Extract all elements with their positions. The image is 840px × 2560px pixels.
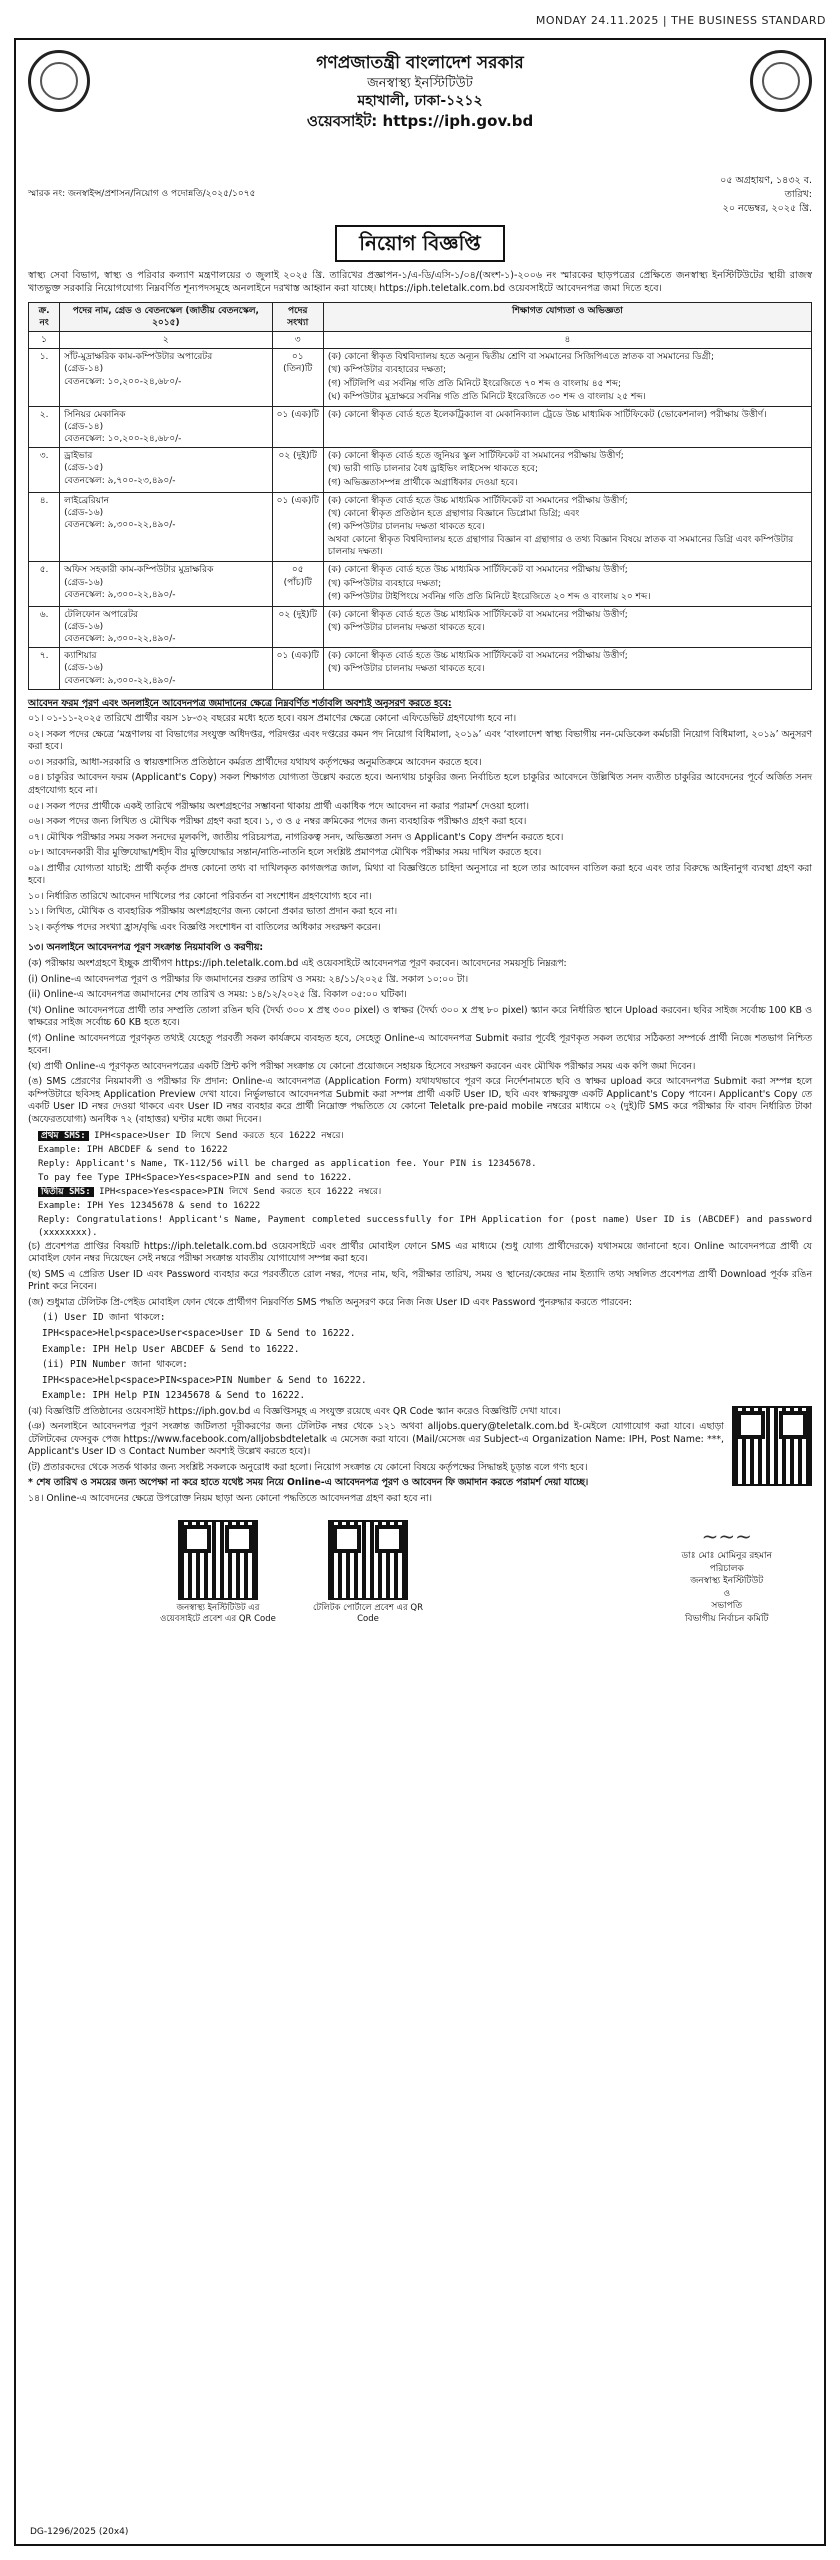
row-number: ৫. [39,565,49,576]
pay-scale: বেতনস্কেল: ৯,৩০০-২২,৪৯০/- [64,520,176,531]
condition-item: ০৩। সরকারি, আধা-সরকারি ও স্বায়ত্তশাসিত প্রতিষ্ঠানে কর্মরত প্রার্থীদের যথাযথ কর্তৃপক্ষের অনুমতিক্রমে আবেদন করতে হবে। [28,756,482,768]
post-count: ০২ (দুই)টি [278,451,317,462]
signatory-role5: বিভাগীয় নির্বাচন কমিটি [684,1613,769,1624]
sms-reply1b: To pay fee Type IPH<Space>Yes<space>PIN and send to 16222. [38,1173,353,1183]
institute-logo-icon [750,50,812,112]
table-row [29,648,812,689]
conditions-heading: আবেদন ফরম পূরণ এবং অনলাইনে আবেদনপত্র জমাদানের ক্ষেত্রে নিম্নবর্ণিত শর্তাবলি অবশ্যই অনুসরণ করতে হবে: [28,697,452,709]
sms-reply2: Reply: Congratulations! Applicant's Name, Payment completed successfully for IPH Application for (post name) User ID is (ABCDEF) and password (xxxxxxxx). [38,1215,812,1238]
table-header-cell: পদের নাম, গ্রেড ও বেতনস্কেল (জাতীয় বেতনস্কেল, ২০১৫) [60,302,272,331]
signature-icon: ~~~ [701,1523,752,1548]
recover-sms-item: (i) User ID জানা থাকলে: [42,1312,166,1324]
sms-first-example: Example: IPH ABCDEF & send to 16222 [38,1144,228,1155]
instruction-item: (চ) প্রবেশপত্র প্রাপ্তির বিষয়টি https://iph.teletalk.com.bd ওয়েবসাইটে এবং প্রার্থীর মোবাইল ফোনে SMS এর মাধ্যমে (শুধু যোগ্য প্রার্থীদেরকে) যথাসময়ে জানানো হবে। Online আবেদনপত্রে প্রার্থী যে মোবাইল ফোন নম্বর দিয়েছেন সেই নম্বরে পরীক্ষা সংক্রান্ত যাবতীয় যোগাযোগ সম্পন্ন করা হবে। [28,1240,812,1265]
row-number: ৪. [39,495,49,506]
table-row [29,606,812,647]
qualification-item: অথবা কোনো স্বীকৃত বিশ্ববিদ্যালয় হতে গ্রন্থাগার বিজ্ঞান বা গ্রন্থাগার ও তথ্য বিজ্ঞান বিষয়ে স্নাতক বা সমমানের ডিগ্রি এবং কম্পিউটার চালনায় দক্ষতা। [327,535,794,558]
condition-item: ০৯। প্রার্থীর যোগ্যতা যাচাই: প্রার্থী কর্তৃক প্রদত্ত কোনো তথ্য বা দাখিলকৃত কাগজপত্র জাল, মিথ্যা বা বিজ্ঞপ্তিতে চাহিদা অনুসারে না হলে তার আবেদন বাতিল করা হবে এবং তার বিরুদ্ধে আইনানুগ ব্যবস্থা গ্রহণ করা হবে। [28,862,812,887]
post-grade: (গ্রেড-১৪) [64,422,104,433]
post-count: ০১ (তিন)টি [283,352,313,375]
condition-item: ০৫। সকল পদের প্রার্থীকে একই তারিখে পরীক্ষায় অংশগ্রহণের সম্ভাবনা থাকায় প্রার্থী একাধিক পদে আবেদন না করার পরামর্শ দেওয়া হলো। [28,800,529,812]
table-row [29,492,812,562]
row-number: ২. [39,409,49,420]
notice-title: নিয়োগ বিজ্ঞপ্তি [335,225,505,262]
condition-item: ০৭। মৌখিক পরীক্ষার সময় সকল সনদের মূলকপি, জাতীয় পরিচয়পত্র, নাগরিকত্ব সনদ, অভিজ্ঞতা সনদ ও Applicant's Copy প্রদর্শন করতে হবে। [28,831,564,843]
memo-row [28,174,812,215]
signatory-role1: পরিচালক [709,1563,744,1574]
memo-date-label: তারিখ: [784,188,812,200]
teletalk-qr-code-icon[interactable] [328,1520,408,1600]
table-index-cell: ২ [60,332,272,349]
qr-row [28,1520,812,1626]
table-index-cell: ৪ [323,332,811,349]
post-name: টেলিফোন অপারেটর [64,609,138,620]
qualification-item: (ক) কোনো স্বীকৃত বোর্ড হতে উচ্চ মাধ্যমিক সার্টিফিকেট বা সমমানের পরীক্ষায় উত্তীর্ণ; [327,651,628,662]
recover-sms-item: IPH<space>Help<space>PIN<space>PIN Number & Send to 16222. [42,1374,367,1386]
condition-item: ১১। লিখিত, মৌখিক ও ব্যবহারিক পরীক্ষায় অংশগ্রহণের জন্য কোনো প্রকার ভাতা প্রদান করা হবে না। [28,906,398,918]
condition-item: ১০। নির্ধারিত তারিখে আবেদন দাখিলের পর কোনো পরিবর্তন বা সংশোধন গ্রহণযোগ্য হবে না। [28,890,372,902]
post-name: সিনিয়র মেকানিক [64,409,126,420]
post-grade: (গ্রেড-১৪) [64,364,104,375]
pay-scale: বেতনস্কেল: ১০,২০০-২৪,৬৮০/- [64,376,182,387]
sms-first-text: IPH<space>User ID লিখে Send করতে হবে 16222 নম্বরে। [94,1130,344,1141]
qr-caption-website: জনস্বাস্থ্য ইনস্টিটিউট এর ওয়েবসাইটে প্রবেশ এর QR Code [160,1602,276,1625]
signatory-name: ডাঃ মোঃ মোমিনুর রহমান [681,1550,772,1561]
post-count: ০৫ (পাঁচ)টি [283,565,312,588]
qualification-item: (গ) কম্পিউটার টাইপিংয়ে সর্বনিম্ন গতি প্রতি মিনিটে ইংরেজিতে ২০ শব্দ ও বাংলায় ২০ শব্দ। [327,591,651,602]
online-rule-item: (খ) Online আবেদনপত্রে প্রার্থী তার সম্প্রতি তোলা রঙিন ছবি (দৈর্ঘ্য ৩০০ x প্রস্থ ৩০০ pixel) ও স্বাক্ষর (দৈর্ঘ্য ৩০০ x প্রস্থ ৮০ pixel) স্ক্যান করে নির্ধারিত স্থানে Upload করবেন। ছবির সাইজ সর্বোচ্চ 100 KB ও স্বাক্ষরের সাইজ সর্বোচ্চ 60 KB হতে হবে। [28,1004,812,1029]
table-header-cell: ক্র. নং [29,302,60,331]
memo-date-en: ২০ নভেম্বর, ২০২৫ খ্রি. [722,202,812,214]
government-emblem-icon [28,50,90,112]
website[interactable]: ওয়েবসাইট: https://iph.gov.bd [306,112,534,131]
table-header-cell: শিক্ষাগত যোগ্যতা ও অভিজ্ঞতা [323,302,811,331]
condition-item: ০৮। আবেদনকারী বীর মুক্তিযোদ্ধা/শহীদ বীর মুক্তিযোদ্ধার সন্তান/নাতি-নাতনি হলে সংশ্লিষ্ট প্রমাণপত্র মৌখিক পরীক্ষার সময় দাখিল করতে হবে। [28,847,542,859]
online-heading: ১৩। অনলাইনে আবেদনপত্র পূরণ সংক্রান্ত নিয়মাবলি ও করণীয়: [28,942,264,954]
qualification-item: (ঘ) কম্পিউটার মুদ্রাক্ষরে সর্বনিম্ন গতি প্রতি মিনিটে ইংরেজিতে ৩০ শব্দ ও বাংলায় ২৫ শব্দ। [327,391,646,402]
post-grade: (গ্রেড-১৫) [64,463,104,474]
post-name: ক্যাশিয়ার [64,651,97,662]
online-rule-item: (ঙ) SMS প্রেরণের নিয়মাবলী ও পরীক্ষার ফি প্রদান: Online-এ আবেদনপত্র (Application Form) যথাযথভাবে পূরণ করে নির্দেশনামতে ছবি ও স্বাক্ষর upload করে আবেদনপত্র Submit করা সম্পন্ন হলে কম্পিউটারে ছবিসহ Application Preview দেখা যাবে। নির্ভুলভাবে আবেদনপত্র Submit করা সম্পন্ন প্রার্থী একটি User ID, ছবি এবং স্বাক্ষরযুক্ত একটি Applicant's Copy পাবেন। Applicant's Copy তে একটি User ID নম্বর দেওয়া থাকবে এবং User ID নম্বর ব্যবহার করে প্রার্থী নিম্নোক্ত পদ্ধতিতে যে কোনো Teletalk pre-paid mobile নম্বরের মাধ্যমে ০২ (দুই)টি SMS করে পরীক্ষার ফি বাবদ নির্ধারিত টাকা (অফেরতযোগ্য) অনধিক ৭২ (বাহাত্তর) ঘণ্টার মধ্যে জমা দিবেন। [28,1076,812,1126]
post-name: সাঁট-মুদ্রাক্ষরিক কাম-কম্পিউটার অপারেটর [64,352,213,363]
sms-second-example: Example: IPH Yes 12345678 & send to 16222 [38,1201,261,1212]
instruction-item: (ছ) SMS এ প্রেরিত User ID এবং Password ব্যবহার করে পরবর্তীতে রোল নম্বর, পদের নাম, ছবি, পরীক্ষার তারিখ, সময় ও স্থানের/কেন্দ্রের নাম ইত্যাদি তথ্য সম্বলিত প্রবেশপত্র প্রার্থী Download পূর্বক রঙিন Print করে নিবেন। [28,1268,812,1293]
post-name: লাইব্রেরিয়ান [64,495,109,506]
post-count: ০১ (এক)টি [276,651,319,662]
pay-scale: বেতনস্কেল: ৯,৭০০-২৩,৪৯০/- [64,475,176,486]
condition-item: ০২। সকল পদের ক্ষেত্রে ‘মন্ত্রণালয় বা বিভাগের সংযুক্ত অধিদপ্তর, পরিদপ্তর এবং দপ্তরের কমন পদ নিয়োগ বিধিমালা, ২০১৯’ এবং ‘বাংলাদেশ স্বাস্থ্য বিভাগীয় নন-মেডিকেল কর্মচারী নিয়োগ বিধিমালা, ২০১৯’ অনুসরণ করা হবে। [28,728,812,753]
online-section [28,942,812,1505]
qualification-item: (ক) কোনো স্বীকৃত বোর্ড হতে উচ্চ মাধ্যমিক সার্টিফিকেট বা সমমানের পরীক্ষায় উত্তীর্ণ; [327,609,628,620]
pay-scale: বেতনস্কেল: ৯,৩০০-২২,৪৯০/- [64,589,176,600]
qualification-item: (খ) কম্পিউটার ব্যবহারে দক্ষতা; [327,578,442,589]
qualification-item: (ক) কোনো স্বীকৃত বোর্ড হতে ইলেকট্রিক্যাল বা মেকানিক্যাল ট্রেডে উচ্চ মাধ্যমিক সার্টিফিকেট (ভোকেশনাল) পরীক্ষায় উত্তীর্ণ। [327,409,767,420]
sms-first-tag: প্রথম SMS: [38,1131,89,1141]
intro-text: স্বাস্থ্য সেবা বিভাগ, স্বাস্থ্য ও পরিবার কল্যাণ মন্ত্রণালয়ের ৩ জুলাই ২০২৫ খ্রি. তারিখের প্রজ্ঞাপন-১/এ-ডি/এসি-১/০৪/(অংশ-১)-২০০৬ নং স্মারকের ছাড়পত্রের প্রেক্ষিতে জনস্বাস্থ্য ইনস্টিটিউটের স্থায়ী রাজস্ব খাতভুক্ত সরকারি নিয়োগযোগ্য নিম্নবর্ণিত শূন্যপদসমূহে অনলাইনে দরখাস্ত আহ্বান করা যাচ্ছে। https://iph.teletalk.com.bd ওয়েবসাইটে আবেদনপত্র জমা দিতে হবে। [28,270,812,295]
table-row [29,448,812,492]
condition-item: ১২। কর্তৃপক্ষ পদের সংখ্যা হ্রাস/বৃদ্ধি এবং বিজ্ঞপ্তি সংশোধন বা বাতিলের অধিকার সংরক্ষণ করেন। [28,921,381,933]
post-grade: (গ্রেড-১৬) [64,663,104,674]
row-number: ৬. [39,609,49,620]
tail-instruction-item: (ট) প্রতারকদের থেকে সতর্ক থাকার জন্য সংশ্লিষ্ট সকলকে অনুরোধ করা হলো। নিয়োগ সংক্রান্ত যে কোনো বিষয়ে কর্তৃপক্ষের সিদ্ধান্তই চূড়ান্ত বলে গণ্য হবে। [28,1461,588,1473]
qr-caption-teletalk: টেলিটক পোর্টালে প্রবেশ এর QR Code [312,1602,424,1625]
table-index-cell: ৩ [272,332,323,349]
post-count: ০১ (এক)টি [276,409,319,420]
table-row [29,349,812,407]
notice-header [28,50,812,170]
post-grade: (গ্রেড-১৬) [64,507,104,518]
qualification-item: (গ) সাঁটলিপি এর সর্বনিম্ন গতি প্রতি মিনিটে ইংরেজিতে ৭০ শব্দ ও বাংলায় ৪৫ শব্দ; [327,378,621,389]
post-count: ০১ (এক)টি [276,495,319,506]
sms-reply1: Reply: Applicant's Name, TK-112/56 will be charged as application fee. Your PIN is 12345678. [38,1158,537,1169]
condition-item: ০৪। চাকুরির আবেদন ফরম (Applicant's Copy) সকল শিক্ষাগত যোগ্যতা উল্লেখ করতে হবে। অন্যথায় চাকুরির জন্য নির্বাচিত হলে চাকুরির আবেদনে উল্লিখিত সনদ ব্যতীত চাকুরির আবেদনের পূর্বে অর্জিত সনদ গ্রহণযোগ্য হবে না। [28,772,812,796]
gov-name: গণপ্রজাতন্ত্রী বাংলাদেশ সরকার [316,53,524,73]
condition-item: ০৬। সকল পদের জন্য লিখিত ও মৌখিক পরীক্ষা গ্রহণ করা হবে। ১, ৩ ও ৫ নম্বর ক্রমিকের পদের জন্য ব্যবহারিক পরীক্ষাও গ্রহণ করা হবে। [28,816,527,828]
online-rule-item: (i) Online-এ আবেদনপত্র পূরণ ও পরীক্ষার ফি জমাদানের শুরুর তারিখ ও সময়: ২৪/১১/২০২৫ খ্রি. সকাল ১০:০০ টা। [28,973,469,985]
table-row [29,562,812,606]
sms-second [38,1186,812,1198]
qualification-item: (খ) কম্পিউটার চালনায় দক্ষতা থাকতে হবে। [327,623,485,634]
instruction-item: (জ) শুধুমাত্র টেলিটক প্রি-পেইড মোবাইল ফোন থেকে প্রার্থীগণ নিম্নবর্ণিত SMS পদ্ধতি অনুসরণ করে নিজ নিজ User ID এবং Password পুনরুদ্ধার করতে পারবেন: [28,1296,633,1308]
qualification-item: (খ) কম্পিউটার চালনায় দক্ষতা থাকতে হবে। [327,664,485,675]
footer-code: DG-1296/2025 (20x4) [30,2526,129,2537]
signature-block [682,1522,772,1626]
sms-second-text: IPH<space>Yes<space>PIN লিখে Send করতে হবে 16222 নম্বরে। [99,1187,382,1198]
post-name: ড্রাইভার [64,451,93,462]
recover-sms-item: IPH<space>Help<space>User<space>User ID & Send to 16222. [42,1327,356,1339]
memo-date-bn: ০৫ অগ্রহায়ণ, ১৪৩২ ব. [720,175,812,186]
qualification-item: (ক) কোনো স্বীকৃত বিশ্ববিদ্যালয় হতে অন্যূন দ্বিতীয় শ্রেণি বা সমমানের সিজিপিএতে স্নাতক বা সমমানের ডিগ্রী; [327,352,714,363]
pay-scale: বেতনস্কেল: ৯,৩০০-২২,৪৯০/- [64,634,176,645]
posts-table [28,302,812,690]
row-number: ১. [39,352,49,363]
row-number: ৭. [39,651,49,662]
deadline-note: * শেষ তারিখ ও সময়ের জন্য অপেক্ষা না করে হাতে যথেষ্ট সময় নিয়ে Online-এ আবেদনপত্র পূরণ ও আবেদন ফি জমাদান করতে পরামর্শ দেয়া যাচ্ছে। [28,1477,589,1489]
online-rule-item: (ক) পরীক্ষায় অংশগ্রহণে ইচ্ছুক প্রার্থীগণ https://iph.teletalk.com.bd এই ওয়েবসাইটে আবেদনপত্র পূরণ করবেন। আবেদনের সময়সূচি নিম্নরূপ: [28,958,567,970]
row-number: ৩. [39,451,49,462]
signatory-role4: সভাপতি [711,1601,743,1612]
notice-qr-code-icon[interactable] [732,1406,812,1486]
address: মহাখালী, ঢাকা-১২১২ [357,93,483,110]
qualification-item: (গ) অভিজ্ঞতাসম্পন্ন প্রার্থীকে অগ্রাধিকার দেওয়া হবে। [327,477,518,488]
memo-ref: স্মারক নং: জনস্বাইন্স/প্রশাসন/নিয়োগ ও পদোন্নতি/২০২৫/১০৭৫ [28,189,256,199]
post-count: ০২ (দুই)টি [278,609,317,620]
website-qr-code-icon[interactable] [178,1520,258,1600]
recover-sms-item: Example: IPH Help User ABCDEF & Send to 16222. [42,1343,300,1355]
tail-instruction-item: (ঝ) বিজ্ঞপ্তিটি প্রতিষ্ঠানের ওয়েবসাইট https://iph.gov.bd এ বিজ্ঞপ্তিসমূহ এ সংযুক্ত রয়েছে এবং QR Code স্ক্যান করেও বিজ্ঞপ্তিটি দেখা যাবে। [28,1405,561,1417]
condition-item: ০১। ০১-১১-২০২৫ তারিখে প্রার্থীর বয়স ১৮-৩২ বছরের মধ্যে হতে হবে। বয়স প্রমাণের ক্ষেত্রে কোনো এফিডেভিট গ্রহণযোগ্য হবে না। [28,713,517,725]
conditions-section [28,698,812,935]
qualification-item: (ক) কোনো স্বীকৃত বোর্ড হতে জুনিয়র স্কুল সার্টিফিকেট বা সমমানের পরীক্ষায় উত্তীর্ণ; [327,451,624,462]
notice-frame [14,38,826,2546]
pay-scale: বেতনস্কেল: ৯,৩০০-২২,৪৯০/- [64,675,176,686]
table-header-cell: পদের সংখ্যা [272,302,323,331]
sms-second-tag: দ্বিতীয় SMS: [38,1187,94,1197]
online-rule-item: (গ) Online আবেদনপত্রে পূরণকৃত তথ্যই যেহেতু পরবর্তী সকল কার্যক্রমে ব্যবহৃত হবে, সেহেতু Online-এ আবেদনপত্র Submit করার পূর্বেই পূরণকৃত সকল তথ্যের সঠিকতা সম্পর্কে প্রার্থী নিজে শতভাগ নিশ্চিত হবেন। [28,1032,812,1057]
qualification-item: (খ) ভারী গাড়ি চালনার বৈধ ড্রাইভিং লাইসেন্স থাকতে হবে; [327,464,539,475]
qualification-item: (ক) কোনো স্বীকৃত বোর্ড হতে উচ্চ মাধ্যমিক সার্টিফিকেট বা সমমানের পরীক্ষায় উত্তীর্ণ; [327,565,628,576]
sms-first [38,1130,812,1142]
online-rule-item: (ঘ) প্রার্থী Online-এ পূরণকৃত আবেদনপত্রের একটি প্রিন্ট কপি পরীক্ষা সংক্রান্ত যে কোনো প্রয়োজনে সহায়ক হিসেবে সংরক্ষণ করবেন এবং মৌখিক পরীক্ষার সময় এক কপি জমা দিবেন। [28,1060,696,1072]
tail-instruction-item: (ঞ) অনলাইনে আবেদনপত্র পূরণ সংক্রান্ত জটিলতা দূরীকরণের জন্য টেলিটক নম্বর থেকে ১২১ অথবা alljobs.query@teletalk.com.bd ই-মেইলে যোগাযোগ করা যাবে। এছাড়া টেলিটকের ফেসবুক পেজ https://www.facebook.com/alljobsbdteletalk এ মেসেজ করা যাবে। (Mail/মেসেজ এর Subject-এ Organization Name: IPH, Post Name: ***, Applicant's User ID ও Contact Number অবশ্যই উল্লেখ করতে হবে)। [28,1421,724,1458]
post-name: অফিস সহকারী কাম-কম্পিউটার মুদ্রাক্ষরিক [64,565,214,576]
institute-name: জনস্বাস্থ্য ইনস্টিটিউট [367,75,473,91]
signatory-role3: ও [723,1588,731,1599]
online-rule-item: (ii) Online-এ আবেদনপত্র জমাদানের শেষ তারিখ ও সময়: ১৪/১২/২০২৫ খ্রি. বিকাল ০৫:০০ ঘটিকা। [28,989,407,1001]
post-grade: (গ্রেড-১৬) [64,577,104,588]
recover-sms-item: Example: IPH Help PIN 12345678 & Send to 16222. [42,1390,306,1402]
post-grade: (গ্রেড-১৬) [64,622,104,633]
recover-sms-item: (ii) PIN Number জানা থাকলে: [42,1359,188,1371]
signatory-role2: জনস্বাস্থ্য ইনস্টিটিউট [690,1576,764,1587]
masthead-date: MONDAY 24.11.2025 | THE BUSINESS STANDARD [535,14,826,27]
qualification-item: (খ) কম্পিউটার ব্যবহারের দক্ষতা; [327,365,447,376]
table-index-cell: ১ [29,332,60,349]
pay-scale: বেতনস্কেল: ১০,২০০-২৪,৬৮০/- [64,434,182,445]
qualification-item: (খ) কোনো স্বীকৃত প্রতিষ্ঠান হতে গ্রন্থাগার বিজ্ঞানে ডিপ্লোমা ডিগ্রি; এবং [327,508,580,519]
table-row [29,406,812,447]
qualification-item: (গ) কম্পিউটার চালনায় দক্ষতা থাকতে হবে। [327,522,485,533]
last-condition: ১৪। Online-এ আবেদনের ক্ষেত্রে উপরোক্ত নিয়ম ছাড়া অন্য কোনো পদ্ধতিতে আবেদনপত্র গ্রহণ করা হবে না। [28,1493,432,1504]
qualification-item: (ক) কোনো স্বীকৃত বোর্ড হতে উচ্চ মাধ্যমিক সার্টিফিকেট বা সমমানের পরীক্ষায় উত্তীর্ণ; [327,495,628,506]
